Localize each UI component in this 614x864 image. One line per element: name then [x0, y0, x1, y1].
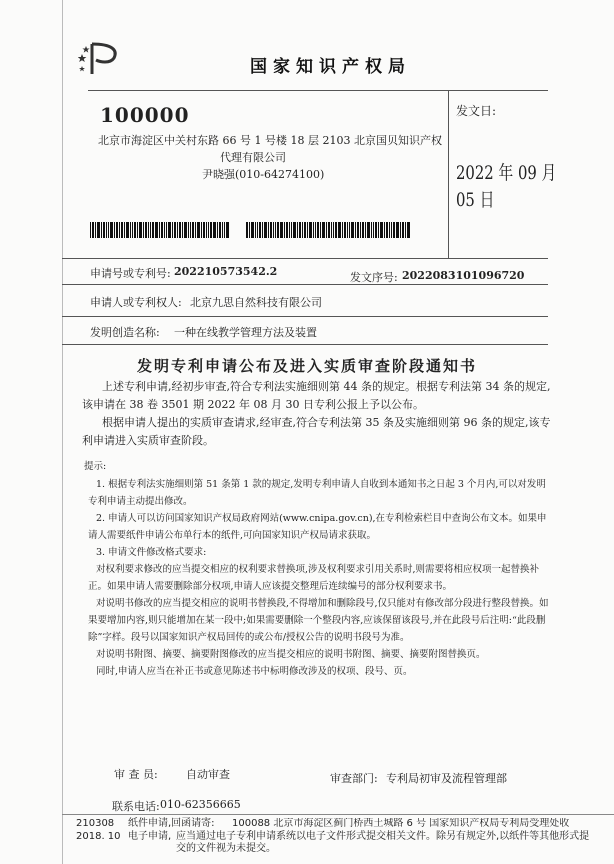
notice-paragraph-1: 上述专利申请,经初步审查,符合专利法实施细则第 44 条的规定。根据专利法第 34 条的规定,该申请在 38 卷 3501 期 2022 年 08 月 30 日专利公报上予以公布。: [82, 380, 551, 411]
invention-label: 发明创造名称:: [90, 326, 160, 339]
department-value: 专利局初审及流程管理部: [386, 772, 507, 785]
electronic-note: 应当通过电子专利申请系统以电子文件形式提交相关文件。除另有规定外,以纸件等其他形式提交的文件视为未提交。: [176, 831, 590, 854]
tip-item-3: 3. 申请文件修改格式要求:: [96, 547, 207, 558]
recipient-address-line1: 北京市海淀区中关村东路 66 号 1 号楼 18 层 2103 北京国贝知识产权: [98, 134, 442, 147]
applicant-label: 申请人或专利权人:: [90, 296, 182, 309]
invention-value: 一种在线教学管理方法及装置: [174, 326, 317, 339]
barcode-middle: [246, 222, 411, 238]
info-rule-4: [62, 344, 548, 345]
application-no-label: 申请号或专利号:: [90, 267, 171, 280]
tip-item-3a: 对权利要求修改的应当提交相应的权利要求替换项,涉及权利要求引用关系时,则需要将相应权项一起替换补正。如果申请人需要删除部分权项,申请人应该提交整理后连续编号的部分权利要求书。: [88, 564, 540, 592]
notice-paragraph-2: 根据申请人提出的实质审查请求,经审查,符合专利法第 35 条及实施细则第 96 条的规定,该专利申请进入实质审查阶段。: [82, 416, 551, 447]
info-rule-3: [62, 316, 548, 317]
tip-item-3b: 对说明书修改的应当提交相应的说明书替换段,不得增加和删除段号,仅只能对有修改部分段进行整段替换。如果要增加内容,则只能增加在某一段中;如果需要删除一个整段内容,应该保留该段号,并在此段号后注明:“此段删除”字样。段号以国家知识产权局回传的或公布/授权公告的说明书段号为准。: [88, 598, 549, 643]
mail-label: 纸件申请,回函请寄:: [128, 818, 215, 829]
info-rule-1: [62, 258, 548, 259]
form-date: 2018. 10: [76, 831, 121, 842]
page-left-margin-line: [62, 0, 63, 864]
serial-no-value: 2022083101096720: [402, 269, 525, 282]
serial-no-label: 发文序号:: [350, 271, 398, 284]
recipient-contact: 尹晓强(010-64274100): [202, 168, 325, 181]
issue-date-value: 2022 年 09 月 05 日: [456, 162, 557, 211]
examiner-value: 自动审查: [186, 768, 230, 781]
header-rule: [88, 90, 548, 91]
date-column-rule: [448, 90, 449, 258]
form-number: 210308: [76, 818, 115, 829]
applicant-value: 北京九思自然科技有限公司: [190, 296, 322, 309]
notice-title: 发明专利申请公布及进入实质审查阶段通知书: [136, 357, 477, 375]
tip-item-2: 2. 申请人可以访问国家知识产权局政府网站(www.cnipa.gov.cn),在专利检索栏目中查询公布文本。如果申请人需要纸件申请公布单行本的纸件,可向国家知识产权局请求获取。: [88, 513, 547, 541]
tip-item-1: 1. 根据专利法实施细则第 51 条第 1 款的规定,发明专利申请人自收到本通知书之日起 3 个月内,可以对发明专利申请主动提出修改。: [88, 479, 546, 507]
info-rule-2: [62, 284, 548, 285]
tip-item-3d: 同时,申请人应当在补正书或意见陈述书中标明修改涉及的权项、段号、页。: [96, 666, 413, 677]
department-label: 审查部门:: [330, 772, 378, 785]
office-title: 国家知识产权局: [250, 57, 411, 77]
electronic-label: 电子申请,: [128, 831, 172, 842]
phone-value: 010-62356665: [160, 798, 241, 811]
tips-heading: 提示:: [84, 461, 107, 472]
postcode: 100000: [100, 103, 190, 127]
footer-rule: [62, 814, 614, 815]
cnipa-logo-icon: [78, 40, 122, 76]
examiner-label: 审 查 员:: [114, 768, 158, 781]
barcode-left: [90, 222, 230, 238]
issue-date-label: 发文日:: [456, 104, 497, 118]
tip-item-3c: 对说明书附图、摘要、摘要附图修改的应当提交相应的说明书附图、摘要、摘要附图替换页。: [96, 649, 486, 660]
application-no-value: 202210573542.2: [174, 265, 278, 278]
mail-address: 100088 北京市海淀区蓟门桥西土城路 6 号 国家知识产权局专利局受理处收: [232, 818, 570, 829]
recipient-address-line2: 代理有限公司: [220, 151, 286, 164]
phone-label: 联系电话:: [112, 800, 160, 813]
